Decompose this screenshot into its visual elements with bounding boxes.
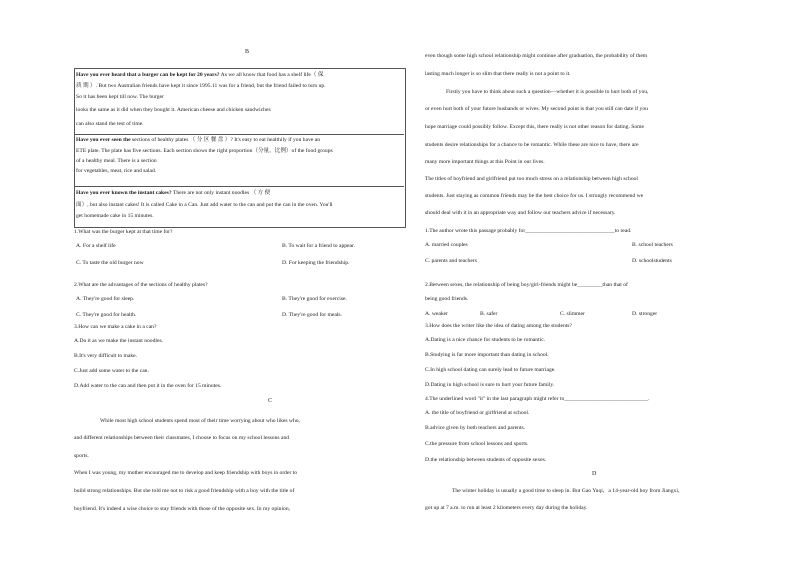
c-paragraph-line: lasting much longer is so slim that there really is not a point to it. [425,71,571,77]
c-paragraph-line: hope marriage could possibly follow. Except this, there really is not other reason for dating. Some [425,124,644,130]
b-q2-option-a: A. They're good for sleep. [76,296,135,302]
b-question-2: 2.What are the advantages of the sections of healthy plates? [74,282,208,288]
c-paragraph-line: should deal with it in an appropriate way and follow our teachers advice if necessary. [425,210,616,216]
c-question-2: 2.Between sexes, the relationship of being boy/girl-friends might be_________than that of [425,282,628,288]
c-q2-option-b: B. safer [480,311,498,317]
c-paragraph-line: The titles of boyfriend and girlfriend put too much stress on a relationship between high school [425,176,638,182]
b-question-3: 3.How can we make a cake in a can? [74,324,157,330]
c-paragraph-line: even though some high school relationship might continue after graduation, the probability of them [425,53,648,59]
box-divider [74,134,404,135]
box1-text: As we all know that food has a shelf life（ 保 [219,72,324,78]
box3-question: Have you ever known the instant cakes? [76,190,172,196]
b-q1-option-a: A. For a shelf life [76,243,116,249]
c-paragraph-line: many more important things at this Point in our lives. [425,159,545,165]
box3-text: There are not only instant noodles （ 方 便 [171,190,271,196]
c-paragraph-line: When I was young, my mother encouraged me to develop and keep friendship with boys in order to [74,470,298,476]
box2-line-1 [76,137,320,144]
c-q3-option-d: D.Dating in high school is sure to hurt your future family. [425,382,555,388]
c-paragraph-line: or even hurt both of your future husbands or wives. My second point is that you still can date if you [425,106,648,112]
c-q1-option-a: A. married couples [425,242,468,248]
section-c-heading: C [268,398,273,404]
box1-line-3: So it has been kept till now. The burger [76,94,164,100]
c-q4-option-c: C.the pressure from school lessons and sports. [425,441,529,447]
c-paragraph-line: build strong relationships. But she told me not to risk a good friendship with a boy with the title of [74,488,295,494]
c-paragraph-line: sports. [74,453,89,459]
c-q2-option-d: D. stronger [632,311,658,317]
c-q3-option-c: C.In high school dating can surely lead to future marriage. [425,367,556,373]
d-paragraph-line: The winter holiday is usually a good time to sleep in. But Gao Yuqi，a 14-year-old boy from Jiangxi， [452,488,684,494]
c-paragraph-line: and different relationships between their classmates, I choose to focus on my school lessons and [74,435,290,441]
c-q2-option-c: C. slimmer [560,311,585,317]
box1-question: Have you ever heard that a burger can be kept for 20 years? [76,72,220,78]
b-q3-option-c: C.Just add some water to the can. [74,368,149,374]
section-b-heading: B [245,49,250,55]
b-q3-option-b: B.It's very difficult to make. [74,353,138,359]
box1-line-5: can also stand the test of time. [76,121,144,127]
b-q2-option-b: B. They're good for exercise. [282,296,347,302]
box3-line-3: get homemade cake in 15 minutes. [76,213,154,219]
c-question-4: 4.The underlined word "it" in the last paragraph might refer to______________________________. [425,396,650,402]
b-q3-option-a: A.Do it as we make the instant noodles. [74,338,164,344]
b-q1-option-c: C. To taste the old burger now [76,260,144,266]
box3-line-1 [76,190,270,197]
section-d-heading: D [592,471,597,477]
c-question-2-cont: being good friends. [425,296,469,302]
c-q3-option-a: A.Dating is a nice chance for students to be romantic. [425,337,546,343]
c-q3-option-b: B.Studying is far more important than dating in school. [425,352,549,358]
c-question-1: 1.The author wrote this passage probably for________________________________to read. [425,228,632,234]
c-q4-option-d: D.the relationship between students of opposite sexes. [425,457,547,463]
box2-line-4: for vegetables, meat, rice and salad. [76,168,157,174]
box1-line-1 [76,72,324,79]
c-paragraph-line: Firstly you have to think about such a question—whether it is possible to hurt both of you, [446,89,649,95]
box1-line-4: looks the same as it did when they bought it. American cheese and chicken sandwiches [76,107,271,113]
c-q2-option-a: A. weaker [425,311,448,317]
b-question-1: 1.What was the burger kept at that time for? [74,229,173,235]
c-q4-option-b: B.advice given by both teachers and parents. [425,425,526,431]
c-q1-option-c: C. parents and teachers [425,258,477,264]
b-q1-option-b: B. To wait for a friend to appear. [282,243,355,249]
b-q2-option-d: D. They're good for meals. [282,312,342,318]
box2-question: Have you ever seen the [76,137,131,143]
c-question-3: 3.How does the writer like the idea of dating among the students? [425,323,572,329]
c-q1-option-d: D. schoolstudents [632,258,672,264]
box-divider [74,186,404,187]
b-q3-option-d: D.Add water to the can and then put it in the oven for 15 minutes. [74,383,222,389]
c-paragraph-line: boyfriend. It's indeed a wise choice to stay friends with those of the opposite sex. In my opinion, [74,506,291,512]
c-q4-option-a: A. the title of boyfriend or girlfriend at school. [425,410,530,416]
box3-line-2: 面）, but also instant cakes! It is called Cake in a Can. Just add water to the can and put the can in the oven. You'll [76,202,333,208]
box2-line-3: of a healthy meal. There is a section [76,158,157,164]
c-paragraph-line: students. Just staying as common friends may be the best choice for us. I strongly recommend we [425,193,644,199]
box1-line-2: 质 期 ）. But two Australian friends have kept it since 1995.11 was for a friend, but the friend failed to turn up. [76,83,326,89]
b-q1-option-d: D. For keeping the friendship. [282,260,350,266]
c-paragraph-line: students desire relationships for a chance to be romantic. While these are nice to have, there are [425,142,639,148]
d-paragraph-line: got up at 7 a.m. to run at least 2 kilometers every day during the holiday. [425,505,588,511]
c-paragraph-line: While most high school students spend most of their time worrying about who likes who, [100,418,300,424]
b-q2-option-c: C. They're good for health. [76,312,137,318]
box2-line-2: ETE plate. The plate has five sections. Each section shows the right proportion（分量，比例）of the food groups [76,148,333,154]
c-q1-option-b: B. school teachers [632,242,673,248]
box2-text: sections of healthy plates （ 分 区 餐 盘 ）? It's easy to eat healthily if you have an [130,137,321,143]
